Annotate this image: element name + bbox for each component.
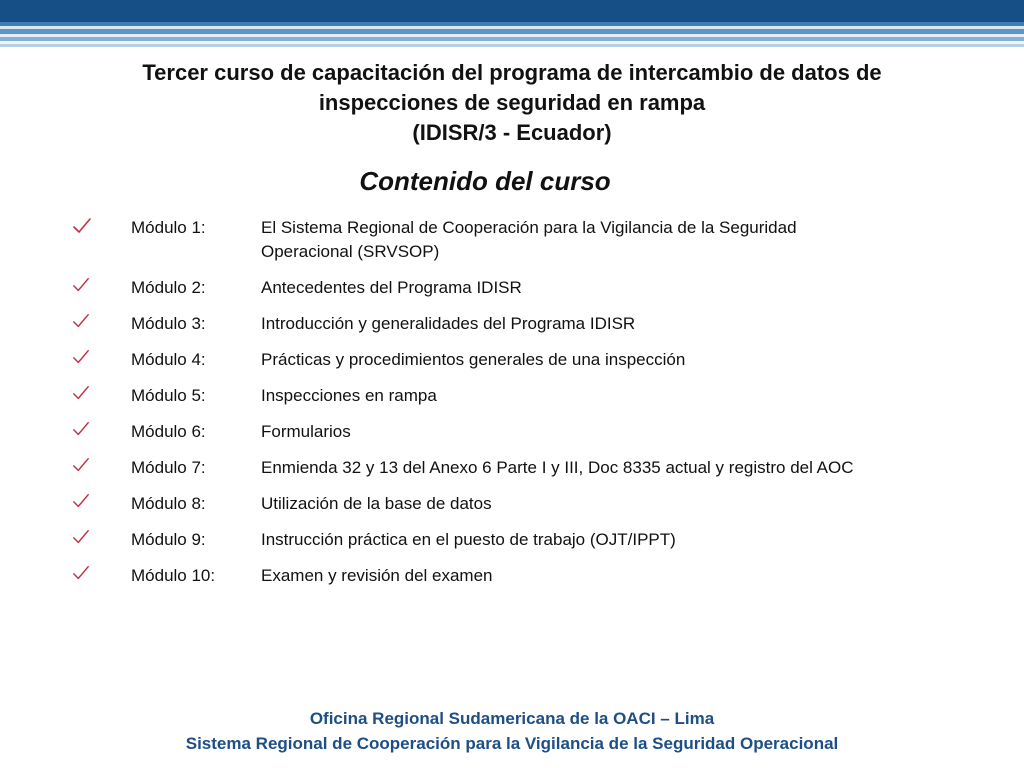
checkmark-icon — [72, 492, 90, 510]
module-description-line: Introducción y generalidades del Programa IDISR — [261, 314, 636, 333]
module-description-line: Prácticas y procedimientos generales de una inspección — [261, 350, 686, 369]
module-label: Módulo 10: — [131, 566, 216, 585]
slide-title-line: inspecciones de seguridad en rampa — [318, 90, 706, 115]
checkmark-icon — [72, 348, 90, 366]
module-item — [72, 276, 1012, 300]
checkmark-icon — [72, 456, 90, 474]
module-label: Módulo 7: — [131, 458, 206, 477]
module-item — [72, 312, 1012, 336]
module-label: Módulo 1: — [131, 218, 206, 237]
header-band-stripe — [0, 0, 1024, 22]
module-description-line: Enmienda 32 y 13 del Anexo 6 Parte I y III, Doc 8335 actual y registro del AOC — [261, 458, 854, 477]
module-description — [261, 384, 1012, 408]
section-title: Contenido del curso — [359, 166, 611, 196]
module-description — [261, 276, 1012, 300]
module-description-line: Operacional (SRVSOP) — [261, 242, 440, 261]
module-description-line: Inspecciones en rampa — [261, 386, 437, 405]
module-item — [72, 216, 1012, 264]
module-label: Módulo 9: — [131, 530, 206, 549]
module-item — [72, 348, 1012, 372]
module-description-line: Instrucción práctica en el puesto de trabajo (OJT/IPPT) — [261, 530, 676, 549]
module-item — [72, 564, 1012, 588]
module-label: Módulo 6: — [131, 422, 206, 441]
module-label: Módulo 8: — [131, 494, 206, 513]
module-description-line: Utilización de la base de datos — [261, 494, 492, 513]
module-item — [72, 528, 1012, 552]
module-label: Módulo 3: — [131, 314, 206, 333]
module-item — [72, 492, 1012, 516]
checkmark-icon — [72, 420, 90, 438]
slide-title-line: (IDISR/3 - Ecuador) — [412, 120, 612, 145]
checkmark-icon — [72, 384, 90, 402]
module-description — [261, 312, 1012, 336]
module-description — [261, 216, 1012, 264]
module-description — [261, 492, 1012, 516]
module-description — [261, 528, 1012, 552]
module-description — [261, 348, 1012, 372]
module-item — [72, 420, 1012, 444]
module-label: Módulo 2: — [131, 278, 206, 297]
header-band-stripe — [0, 44, 1024, 47]
module-item — [72, 456, 1012, 480]
footer-system: Sistema Regional de Cooperación para la Vigilancia de la Seguridad Operacional — [185, 734, 839, 753]
footer-office: Oficina Regional Sudamericana de la OACI – Lima — [309, 709, 715, 728]
checkmark-icon — [72, 216, 92, 236]
footer — [0, 706, 1024, 756]
checkmark-icon — [72, 528, 90, 546]
slide-title — [40, 58, 984, 148]
module-item — [72, 384, 1012, 408]
module-description-line: El Sistema Regional de Cooperación para la Vigilancia de la Seguridad — [261, 218, 797, 237]
module-label: Módulo 4: — [131, 350, 206, 369]
slide-title-line: Tercer curso de capacitación del programa de intercambio de datos de — [142, 60, 882, 85]
header-band — [0, 0, 1024, 50]
module-description-line: Antecedentes del Programa IDISR — [261, 278, 522, 297]
module-description — [261, 456, 1012, 480]
module-description-line: Formularios — [261, 422, 351, 441]
module-label: Módulo 5: — [131, 386, 206, 405]
checkmark-icon — [72, 312, 90, 330]
module-description-line: Examen y revisión del examen — [261, 566, 493, 585]
checkmark-icon — [72, 276, 90, 294]
checkmark-icon — [72, 564, 90, 582]
module-description — [261, 564, 1012, 588]
module-description — [261, 420, 1012, 444]
module-list — [72, 216, 1012, 588]
